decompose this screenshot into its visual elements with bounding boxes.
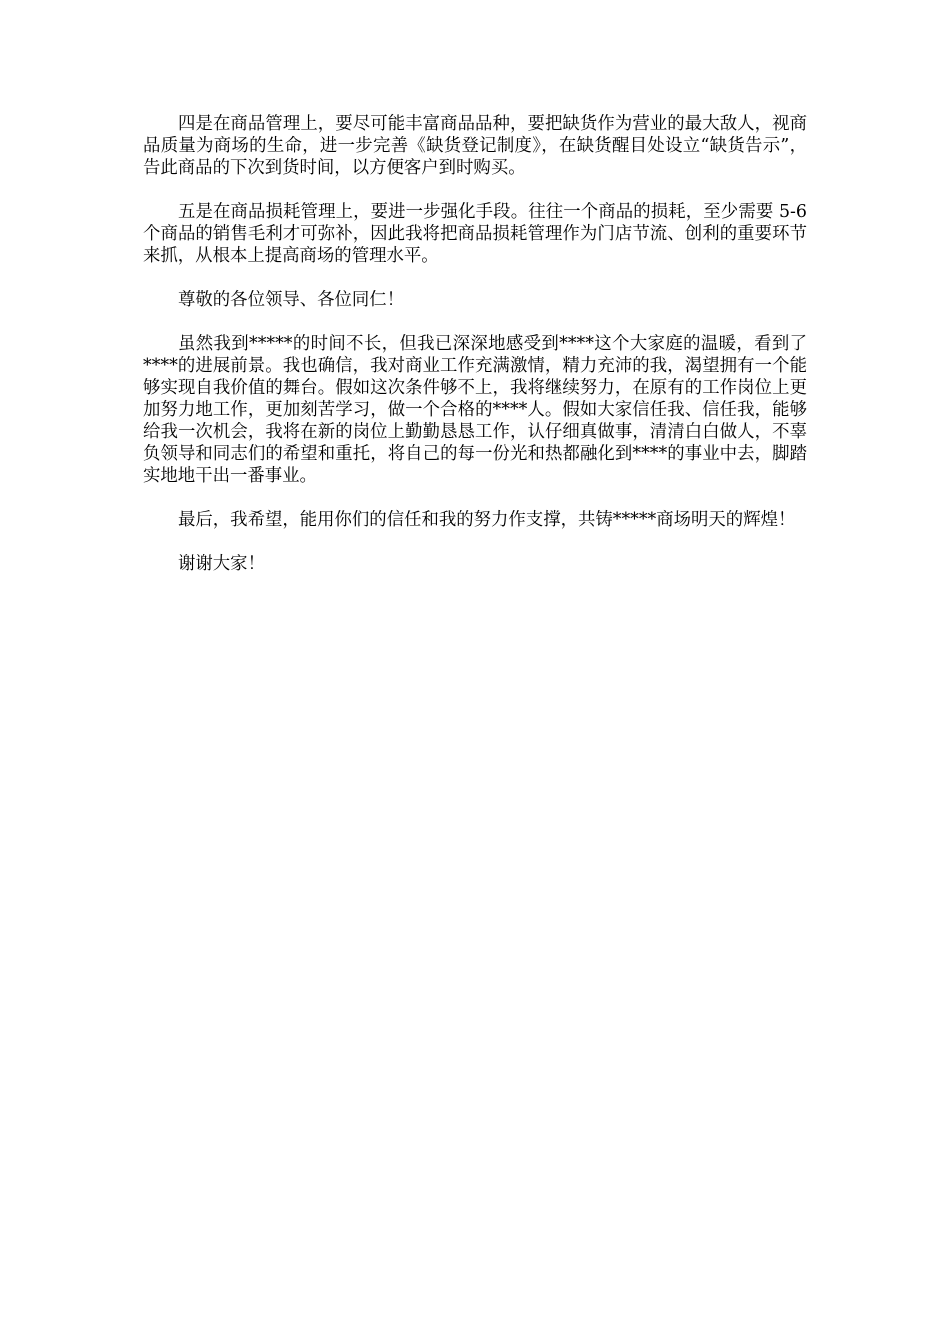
paragraph-loss-management: 五是在商品损耗管理上，要进一步强化手段。往往一个商品的损耗，至少需要 5-6 个商品的销售毛利才可弥补，因此我将把商品损耗管理作为门店节流、创利的重要环节来抓，从根本上提高商场的管理水平。	[143, 202, 807, 266]
paragraph-personal-statement: 虽然我到*****的时间不长，但我已深深地感受到****这个大家庭的温暖，看到了****的进展前景。我也确信，我对商业工作充满激情，精力充沛的我，渴望拥有一个能够实现自我价值的舞台。假如这次条件够不上，我将继续努力，在原有的工作岗位上更加努力地工作，更加刻苦学习，做一个合格的****人。假如大家信任我、信任我，能够给我一次机会，我将在新的岗位上勤勤恳恳工作，认仔细真做事，清清白白做人，不辜负领导和同志们的希望和重托，将自己的每一份光和热都融化到****的事业中去，脚踏实地地干出一番事业。	[143, 334, 807, 486]
paragraph-thanks: 谢谢大家！	[178, 554, 265, 574]
paragraph-closing-hope: 最后，我希望，能用你们的信任和我的努力作支撑，共铸*****商场明天的辉煌！	[178, 510, 796, 530]
paragraph-merchandise-management: 四是在商品管理上，要尽可能丰富商品品种，要把缺货作为营业的最大敌人，视商品质量为商场的生命，进一步完善《缺货登记制度》，在缺货醒目处设立“缺货告示”，告此商品的下次到货时间，以方便客户到时购买。	[143, 114, 807, 178]
paragraph-salutation: 尊敬的各位领导、各位同仁！	[178, 290, 405, 310]
document-body	[143, 113, 807, 597]
